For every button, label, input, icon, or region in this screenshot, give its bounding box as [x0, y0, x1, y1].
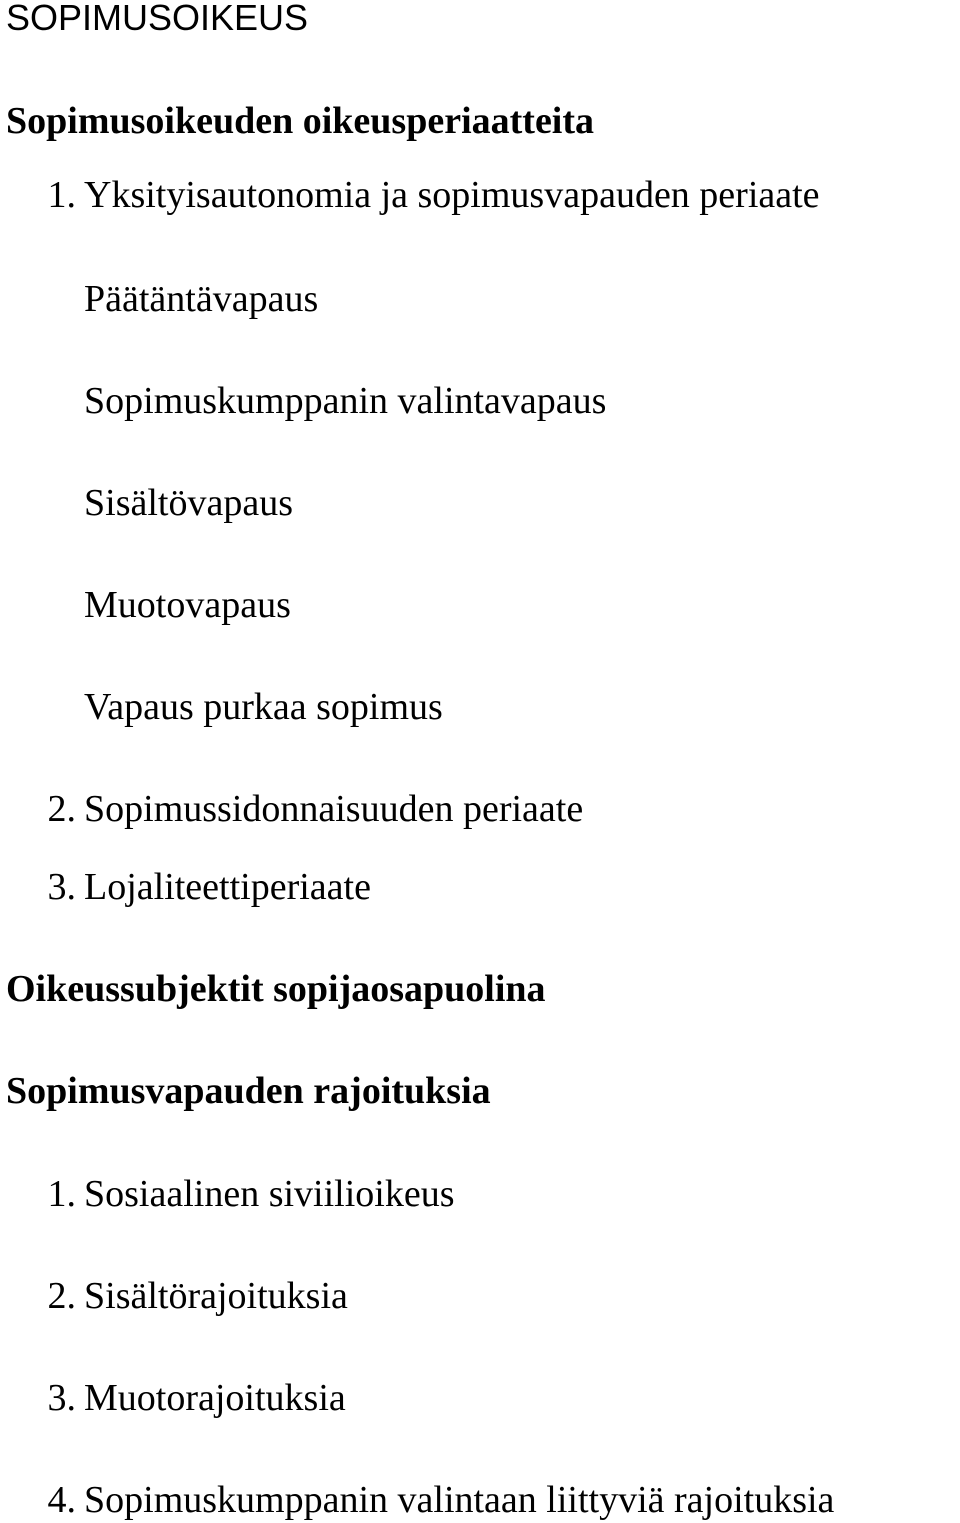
restriction-text: Sopimuskumppanin valintaan liittyviä rajoituksia [84, 1479, 835, 1521]
section-heading-restrictions: Sopimusvapauden rajoituksia [6, 1070, 491, 1112]
freedom-item-4: Muotovapaus [84, 584, 291, 626]
principle-text: Yksityisautonomia ja sopimusvapauden periaate [84, 174, 820, 216]
principle-text: Sopimussidonnaisuuden periaate [84, 788, 584, 830]
restriction-text: Sisältörajoituksia [84, 1275, 348, 1317]
restriction-text: Sosiaalinen siviilioikeus [84, 1173, 455, 1215]
principle-number: 1. [47, 174, 76, 216]
restriction-number: 3. [47, 1377, 76, 1419]
restriction-text: Muotorajoituksia [84, 1377, 346, 1419]
freedom-item-5: Vapaus purkaa sopimus [84, 686, 443, 728]
document-title: SOPIMUSOIKEUS [6, 0, 309, 38]
principle-text: Lojaliteettiperiaate [84, 866, 371, 908]
freedom-item-2: Sopimuskumppanin valintavapaus [84, 380, 607, 422]
principle-number: 2. [47, 788, 76, 830]
principle-number: 3. [47, 866, 76, 908]
restriction-number: 4. [47, 1479, 76, 1521]
restriction-number: 1. [47, 1173, 76, 1215]
section-heading-parties: Oikeussubjektit sopijaosapuolina [6, 968, 546, 1010]
freedom-item-1: Päätäntävapaus [84, 278, 319, 320]
freedom-item-3: Sisältövapaus [84, 482, 293, 524]
section-heading-principles: Sopimusoikeuden oikeusperiaatteita [6, 100, 595, 142]
restriction-number: 2. [47, 1275, 76, 1317]
